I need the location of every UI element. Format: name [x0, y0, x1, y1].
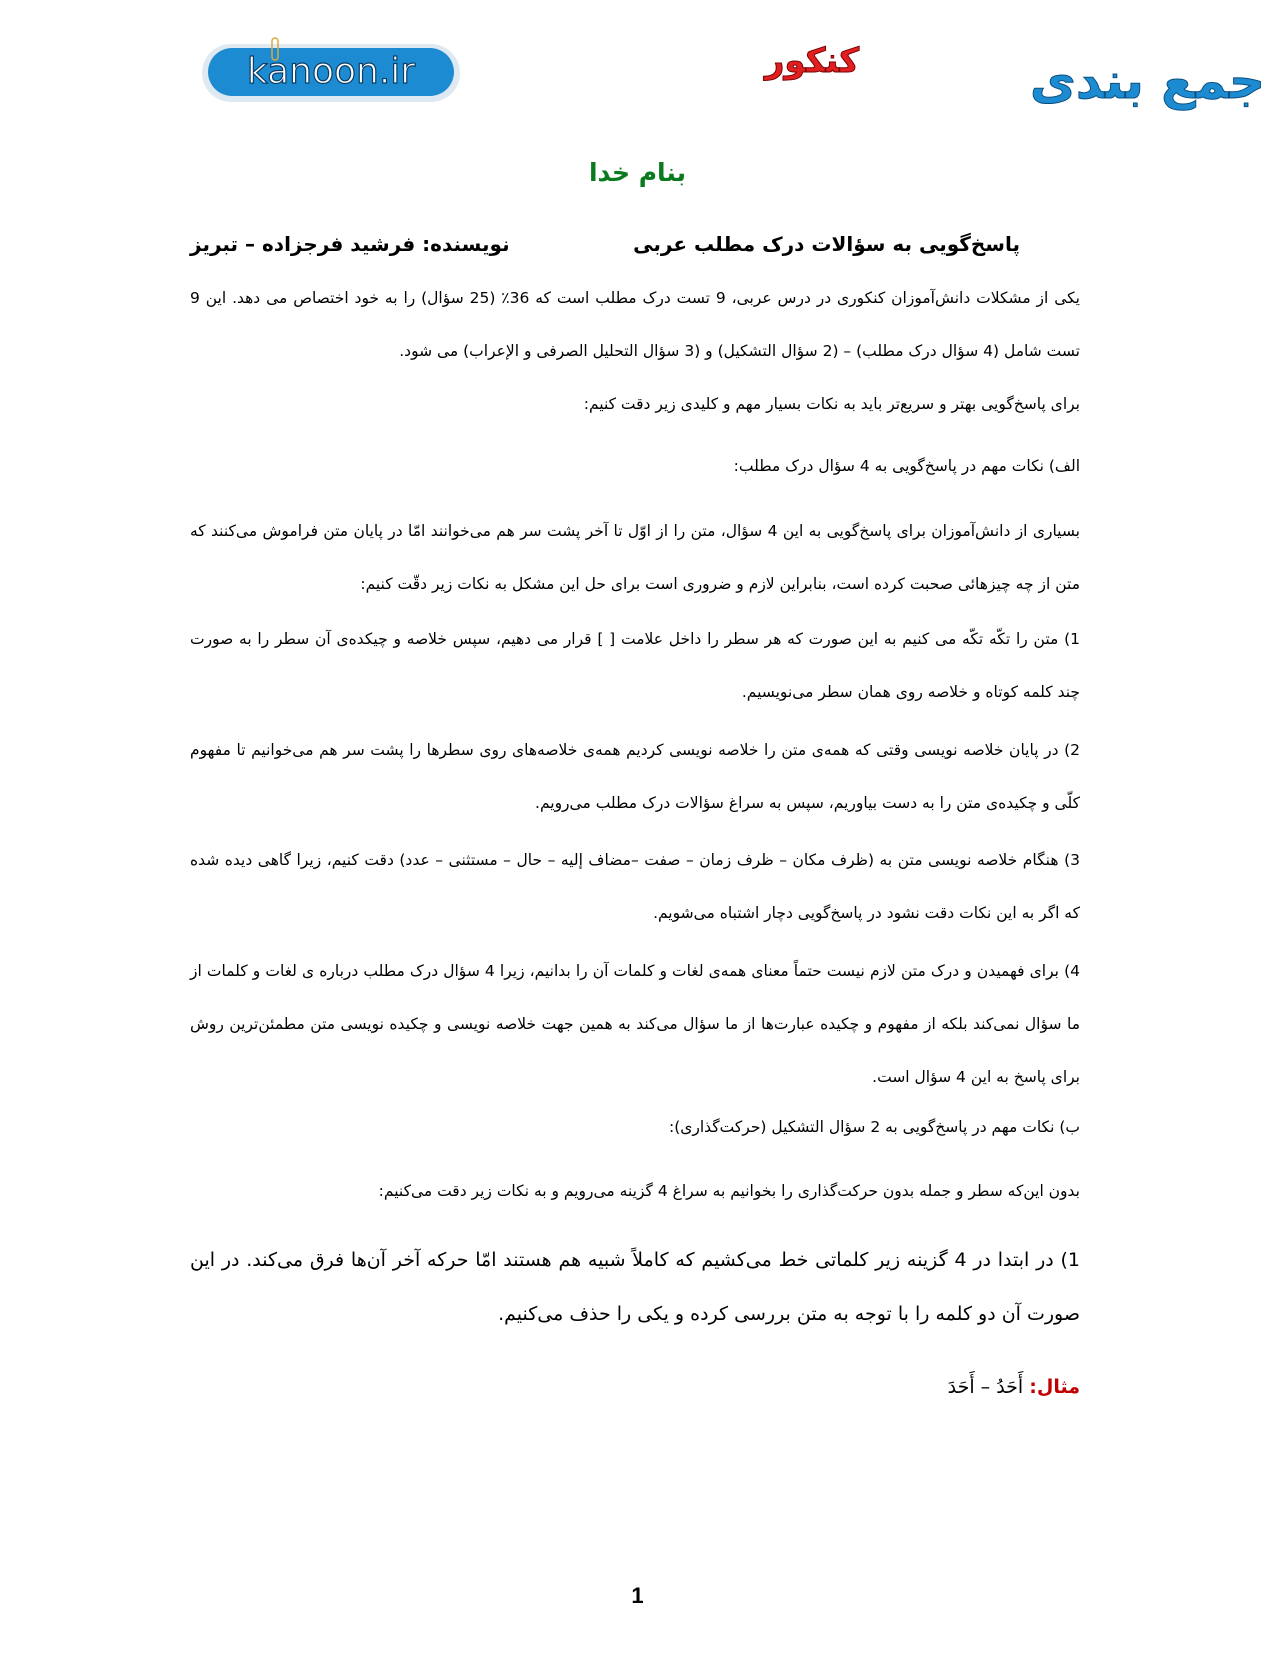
- jambandi-konkur-logo: [700, 32, 1266, 112]
- paragraph-problem: بسیاری از دانش‌آموزان برای پاسخ‌گویی به این 4 سؤال، متن را از اوّل تا آخر پشت سر هم می‌خوانند امّا در پایان متن فراموش می‌کنند که متن از چه چیزهائی صحبت کرده است، بنابراین لازم و ضروری است برای حل این مشکل به نکات زیر دقّت کنیم:: [190, 522, 1080, 593]
- logo-text-konkur: کنکور: [764, 41, 860, 81]
- tip-3: 3) هنگام خلاصه نویسی متن به (ظرف مکان – ظرف زمان – صفت –مضاف إلیه – حال – مستثنی – عدد) دقت کنیم، زیرا گاهی دیده شده که اگر به این نکات دقت نشود در پاسخ‌گویی دچار اشتباه می‌شویم.: [190, 851, 1080, 922]
- paragraph-tashkil-intro: بدون این‌که سطر و جمله بدون حرکت‌گذاری را بخوانیم به سراغ 4 گزینه می‌رویم و به نکات زیر دقت می‌کنیم:: [378, 1182, 1080, 1200]
- bismillah-heading: بنام خدا: [588, 158, 687, 187]
- paragraph-intro: یکی از مشکلات دانش‌آموزان کنکوری در درس عربی، 9 تست درک مطلب است که 36٪ (25 سؤال) را به خود اختصاص می دهد. این 9 تست شامل (4 سؤال درک مطلب) – (2 سؤال التشکیل) و (3 سؤال التحلیل الصرفی و الإعراب) می شود.: [190, 289, 1080, 360]
- section-heading-be: ب) نکات مهم در پاسخ‌گویی به 2 سؤال التشکیل (حرکت‌گذاری):: [668, 1118, 1080, 1136]
- document-title: پاسخ‌گویی به سؤالات درک مطلب عربی: [633, 232, 1020, 256]
- logo-text-jambandi: جمع بندی: [1030, 52, 1266, 110]
- tip-2: 2) در پایان خلاصه نویسی وقتی که همه‌ی متن را خلاصه نویسی کردیم همه‌ی خلاصه‌های روی سطرها را پشت سر هم می‌خوانیم تا مفهوم کلّی و چکیده‌ی متن را به دست بیاوریم، سپس به سراغ سؤالات درک مطلب می‌رویم.: [190, 741, 1080, 812]
- title-row: [190, 232, 1020, 266]
- page-number: 1: [631, 1583, 644, 1608]
- example-label: مثال:: [1029, 1376, 1080, 1398]
- tip-4: 4) برای فهمیدن و درک متن لازم نیست حتماً معنای همه‌ی لغات و کلمات آن را بدانیم، زیرا 4 سؤال درک مطلب درباره ی لغات و کلمات از ما سؤال نمی‌کند بلکه از مفهوم و چکیده عبارت‌ها از ما سؤال می‌کند به همین جهت خلاصه نویسی و چکیده نویسی متن مطمئن‌ترین روش برای پاسخ به این 4 سؤال است.: [190, 962, 1080, 1086]
- author-line: نویسنده: فرشید فرجزاده – تبریز: [190, 232, 510, 256]
- tip-1: 1) متن را تکّه تکّه می کنیم به این صورت که هر سطر را داخل علامت [ ] قرار می دهیم، سپس خلاصه و چیکده‌ی آن سطر را به صورت چند کلمه کوتاه و خلاصه روی همان سطر می‌نویسیم.: [190, 630, 1080, 701]
- paragraph-tips-intro: برای پاسخ‌گویی بهتر و سریع‌تر باید به نکات بسیار مهم و کلیدی زیر دقت کنیم:: [583, 395, 1080, 413]
- kanoon-logo-text: kanoon.ir: [246, 51, 416, 92]
- example-line: [190, 1360, 1080, 1414]
- kanoon-logo: [198, 36, 468, 108]
- tashkil-tip-1: 1) در ابتدا در 4 گزینه زیر کلماتی خط می‌کشیم که کاملاً شبیه هم هستند امّا حرکه آخر آن‌ها فرق می‌کند. در این صورت آن دو کلمه را با توجه به متن بررسی کرده و یکی را حذف می‌کنیم.: [190, 1249, 1080, 1325]
- example-text: أَحَدُ – أَحَدَ: [947, 1376, 1024, 1398]
- section-heading-alef: الف) نکات مهم در پاسخ‌گویی به 4 سؤال درک مطلب:: [733, 457, 1080, 475]
